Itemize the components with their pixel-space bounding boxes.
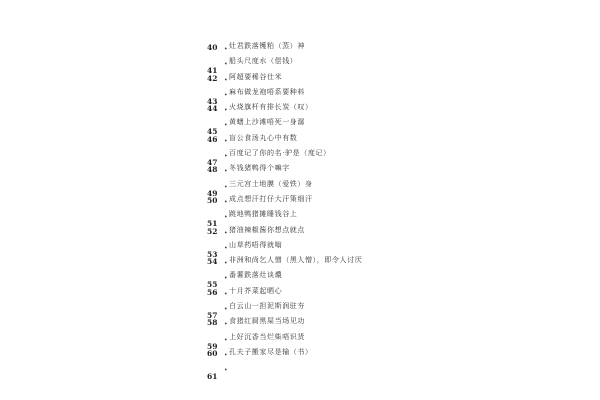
item-number: 61 xyxy=(207,372,218,382)
item-text: 食猪红屙黑屎当场见功 xyxy=(229,317,305,326)
list-item xyxy=(207,132,587,147)
item-number: 58 xyxy=(207,318,218,328)
bullet-dot: • xyxy=(224,168,228,176)
item-number: 43 xyxy=(207,96,218,106)
item-number: 41 xyxy=(207,66,218,76)
list-item xyxy=(207,101,587,116)
bullet-dot: • xyxy=(224,107,228,115)
bullet-dot: • xyxy=(224,321,228,329)
item-number: 60 xyxy=(207,348,218,358)
item-number: 45 xyxy=(207,127,218,137)
item-number: 47 xyxy=(207,158,218,168)
list-item xyxy=(207,300,587,321)
item-number: 48 xyxy=(207,165,218,175)
item-number: 53 xyxy=(207,249,218,259)
list-item xyxy=(207,40,587,55)
item-number: 54 xyxy=(207,257,218,267)
list-item xyxy=(207,346,587,361)
item-text: 白云山一担泥斯润驻夯 xyxy=(229,302,305,311)
list-item xyxy=(207,208,587,229)
item-text: 船头尺度水（偿钱） xyxy=(229,57,298,66)
item-number: 59 xyxy=(207,341,218,351)
item-text: 冬钱猪鸭得个嘛字 xyxy=(229,164,290,173)
item-number: 49 xyxy=(207,188,218,198)
bullet-dot: • xyxy=(224,306,228,314)
item-text: 番薯跌落灶谈燶 xyxy=(229,271,283,280)
item-text: 猪油辣椒酱你想点就点 xyxy=(229,225,305,234)
list-item xyxy=(207,86,587,106)
item-number: 52 xyxy=(207,226,218,236)
item-number: 42 xyxy=(207,73,218,83)
item-number: 44 xyxy=(207,104,218,114)
bullet-dot: • xyxy=(224,214,228,222)
item-number: 51 xyxy=(207,219,218,229)
list-item xyxy=(207,239,587,259)
item-text: 灶君跌落镬粕（蒸）神 xyxy=(229,42,305,50)
list-item xyxy=(207,269,587,290)
list-item xyxy=(207,361,587,382)
bullet-dot: • xyxy=(224,61,228,69)
list-item xyxy=(207,116,587,137)
list-item xyxy=(207,315,587,330)
item-number: 55 xyxy=(207,280,218,290)
numbered-list xyxy=(207,40,587,382)
item-number: 40 xyxy=(207,43,218,52)
list-item xyxy=(207,162,587,177)
bullet-dot: • xyxy=(224,46,228,53)
bullet-dot: • xyxy=(224,275,228,283)
item-number: 50 xyxy=(207,195,218,205)
bullet-dot: • xyxy=(224,183,228,191)
list-item xyxy=(207,224,587,239)
bullet-dot: • xyxy=(224,244,228,252)
item-text: 阿超要稀谷仕米 xyxy=(229,72,283,81)
bullet-dot: • xyxy=(224,122,228,130)
item-text: 上好沉香当烂柴唔识货 xyxy=(229,332,305,341)
item-text: 成点想汗打仔大汗策细汗 xyxy=(229,194,313,203)
item-text: 百度记了你的名·驴是（度记） xyxy=(229,149,331,158)
item-number: 57 xyxy=(207,311,218,321)
item-text: 孔夫子搬家尽是输（书） xyxy=(229,347,313,356)
bullet-dot: • xyxy=(224,336,228,344)
bullet-dot: • xyxy=(224,290,228,298)
bullet-dot: • xyxy=(224,198,228,206)
bullet-dot: • xyxy=(224,229,228,237)
item-text: 十月芥菜起晒心 xyxy=(229,286,283,295)
list-item xyxy=(207,147,587,168)
list-item xyxy=(207,178,587,198)
bullet-dot: • xyxy=(224,153,228,161)
bullet-dot: • xyxy=(224,260,228,268)
item-number: 56 xyxy=(207,287,218,297)
item-text: 火烧旗杆有排长炭（叹） xyxy=(229,103,313,112)
bullet-dot: • xyxy=(224,351,228,359)
list-item xyxy=(207,285,587,300)
item-number: 46 xyxy=(207,134,218,144)
list-item xyxy=(207,193,587,208)
item-text: 跳地鸭猪摊睡钱谷上 xyxy=(229,210,298,219)
list-item xyxy=(207,331,587,351)
bullet-dot: • xyxy=(224,76,228,84)
item-text: 黄蟮上沙滩唔死一身潺 xyxy=(229,118,305,127)
item-text: 盲公食汤丸心中有数 xyxy=(229,133,298,142)
item-text: 三元宫土地膜（爱铁）身 xyxy=(229,179,313,188)
item-text: 麻布做龙袍唔系要种料 xyxy=(229,87,305,96)
list-item xyxy=(207,55,587,76)
item-text: 山草药唔得就嗡 xyxy=(229,240,283,249)
list-item xyxy=(207,254,587,269)
bullet-dot: • xyxy=(224,137,228,145)
bullet-dot: • xyxy=(224,91,228,99)
bullet-dot: • xyxy=(224,367,228,375)
item-text: 非洲和尚乞人憎（黑人憎），即令人讨厌 xyxy=(229,256,363,265)
list-item xyxy=(207,71,587,86)
